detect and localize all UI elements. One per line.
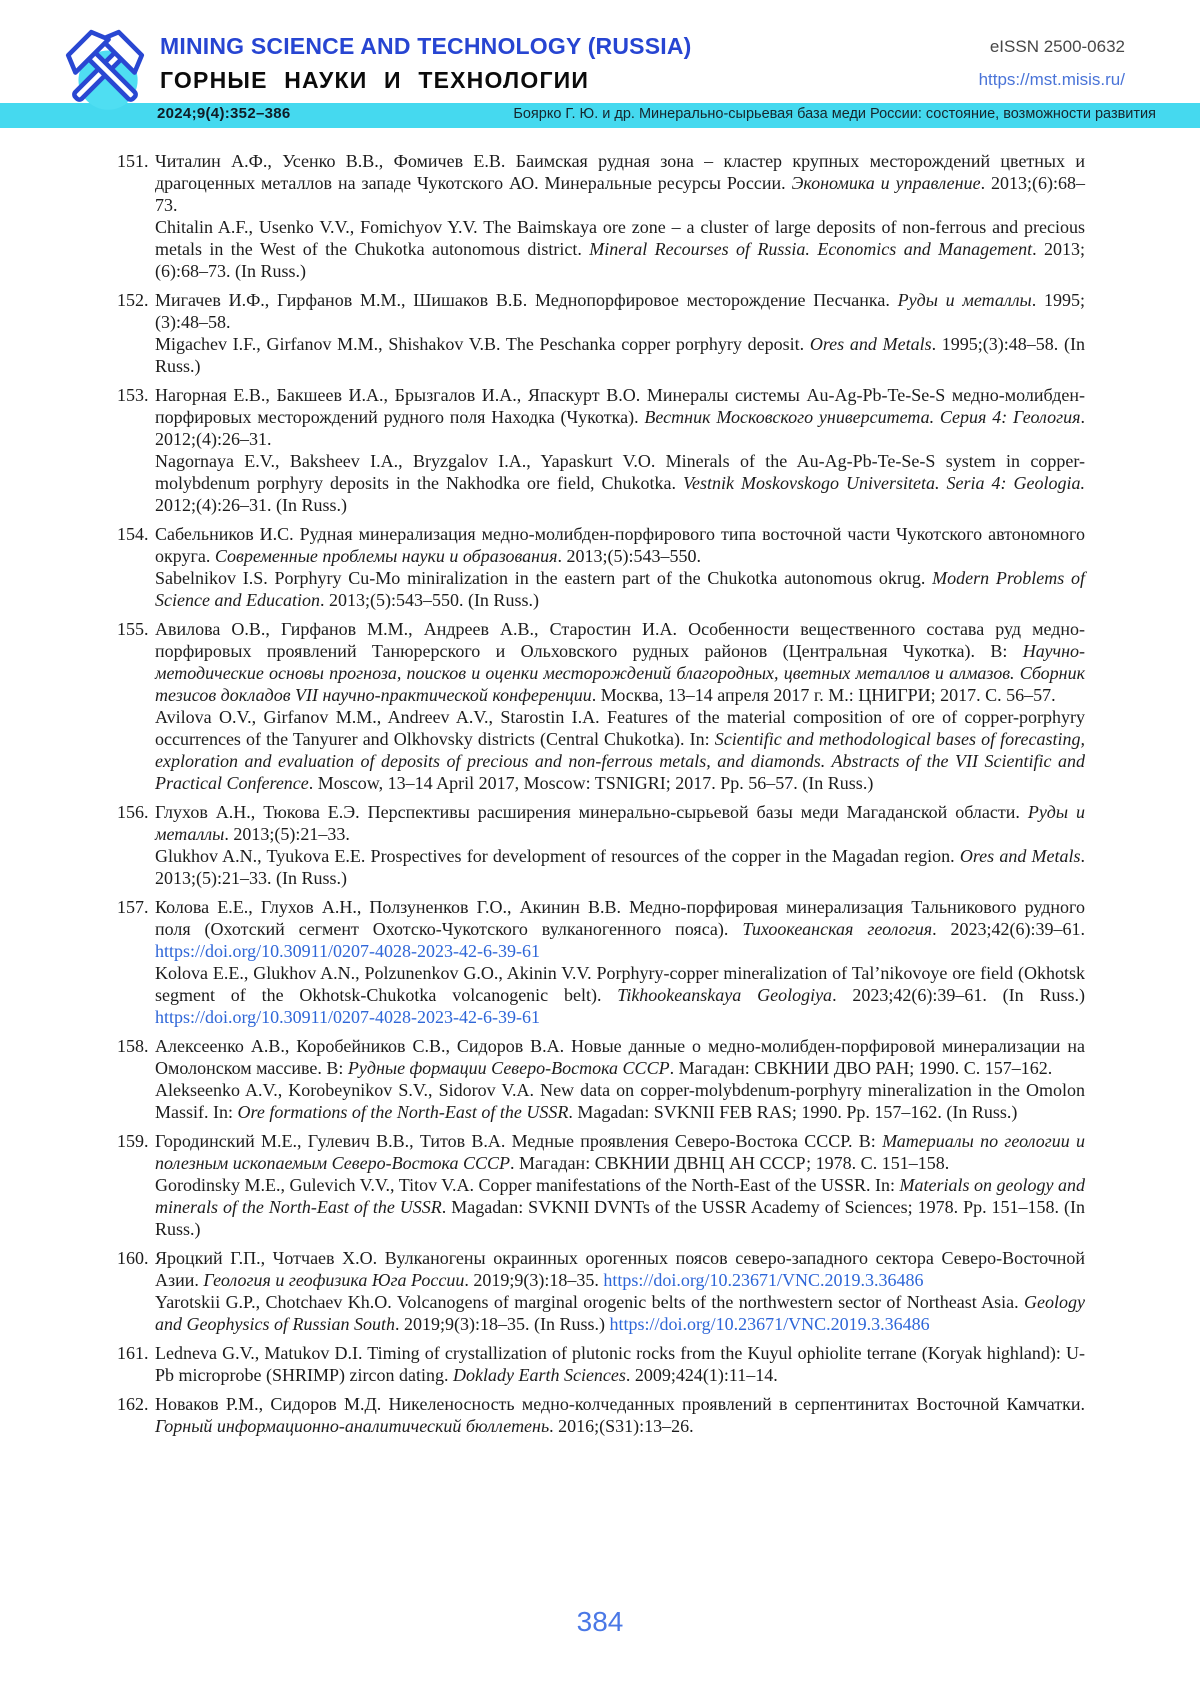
reference-text: Авилова О.В., Гирфанов М.М., Андреев А.В., Старостин И.А. Особенности вещественного состава руд медно-порфировых проявлений Танюрерского и Ольховского рудных районов (Центральная Чукотка). В: — [155, 619, 1085, 661]
reference-text: Алексеенко А.В., Коробейников С.В., Сидоров В.А. Новые данные о медно-молибден-порфировой минерализации на Омолонском массиве. В: — [155, 1036, 1085, 1078]
crossed-hammers-icon — [54, 22, 156, 124]
reference-text: . 1995;(3):48–58. (In Russ.) — [155, 334, 1085, 376]
reference-text: Migachev I.F., Girfanov M.M., Shishakov V.B. The Peschanka copper porphyry deposit. — [155, 334, 810, 354]
citation-label: 2024;9(4):352–386 — [157, 105, 291, 122]
reference-number: 153. — [117, 385, 149, 405]
journal-name-italic: Doklady Earth Sciences — [452, 1365, 626, 1385]
reference-paragraph — [155, 1130, 1085, 1174]
journal-name-italic: Ore formations of the North-East of the USSR — [237, 1102, 569, 1122]
reference-number: 151. — [117, 151, 149, 171]
reference-text: Колова Е.Е., Глухов А.Н., Ползуненков Г.О., Акинин В.В. Медно-порфировая минерализация Тальникового рудного поля (Охотский сегмент Охотско-Чукотского вулканогенного пояса). — [155, 897, 1085, 939]
reference-paragraph — [155, 1035, 1085, 1079]
reference-number: 159. — [117, 1131, 149, 1151]
running-head: Боярко Г. Ю. и др. Минерально-сырьевая база меди России: состояние, возможности развития — [513, 106, 1156, 122]
reference-list — [117, 150, 1085, 1444]
reference-item — [117, 896, 1085, 1028]
reference-text: . Москва, 13–14 апреля 2017 г. М.: ЦНИГРИ; 2017. С. 56–57. — [591, 685, 1056, 705]
reference-paragraph — [155, 618, 1085, 706]
reference-paragraph — [155, 1393, 1085, 1437]
journal-name-italic: Рудные формации Северо-Востока СССР — [347, 1058, 670, 1078]
reference-text: Городинский М.Е., Гулевич В.В., Титов В.А. Медные проявления Северо-Востока СССР. В: — [155, 1131, 883, 1151]
reference-text: . 2013;(5):543–550. — [557, 546, 701, 566]
journal-name-italic: Modern Problems of Science and Education — [155, 568, 1085, 610]
header-right — [979, 37, 1125, 90]
doi-link[interactable]: https://doi.org/10.23671/VNC.2019.3.36486 — [603, 1270, 924, 1290]
eissn-label: eISSN 2500-0632 — [989, 37, 1125, 56]
reference-paragraph — [155, 450, 1085, 516]
journal-name-italic: Геология и геофизика Юга России — [203, 1270, 465, 1290]
reference-text: . 2013;(5):21–33. — [224, 824, 350, 844]
reference-body — [155, 289, 1085, 377]
doi-link[interactable]: https://doi.org/10.30911/0207-4028-2023-42-6-39-61 — [155, 1007, 540, 1027]
reference-item — [117, 1393, 1085, 1437]
reference-text: 2012;(4):26–31. (In Russ.) — [155, 495, 347, 515]
reference-text: Alekseenko A.V., Korobeynikov S.V., Sidorov V.A. New data on copper-molybdenum-porphyry mineralization in the Omolon Massif. In: — [155, 1080, 1085, 1122]
reference-paragraph — [155, 896, 1085, 962]
journal-name-italic: Geology and Geophysics of Russian South — [155, 1292, 1085, 1334]
journal-name-italic: Научно-методические основы прогноза, поисков и оценки месторождений благородных, цветных металлов и алмазов. Сборник тезисов докладов VII научно-практической конференции — [155, 641, 1085, 705]
reference-body — [155, 618, 1085, 794]
journal-name-italic: Vestnik Moskovskogo Universiteta. Seria 4: Geologia. — [683, 473, 1085, 493]
reference-item — [117, 801, 1085, 889]
page-number: 384 — [576, 1606, 624, 1637]
reference-paragraph — [155, 962, 1085, 1028]
reference-number: 156. — [117, 802, 149, 822]
journal-name-italic: Горный информационно-аналитический бюллетень — [155, 1416, 550, 1436]
journal-logo — [54, 22, 156, 124]
journal-header — [0, 0, 1200, 103]
reference-text: Glukhov A.N., Tyukova E.E. Prospectives for development of resources of the copper in the Magadan region. — [155, 846, 960, 866]
journal-name-italic: Ores and Metals — [959, 846, 1081, 866]
reference-text: . Magadan: SVKNII FEB RAS; 1990. Pp. 157–162. (In Russ.) — [568, 1102, 1018, 1122]
reference-text: Глухов А.Н., Тюкова Е.Э. Перспективы расширения минерально-сырьевой базы меди Магаданской области. — [155, 802, 1028, 822]
reference-body — [155, 523, 1085, 611]
journal-name-italic: Mineral Recourses of Russia. Economics and Management — [589, 239, 1033, 259]
journal-name-italic: Экономика и управление — [791, 173, 981, 193]
reference-body — [155, 150, 1085, 282]
reference-text: Sabelnikov I.S. Porphyry Cu-Mo miniralization in the eastern part of the Chukotka autonomous okrug. — [155, 568, 933, 588]
reference-body — [155, 1035, 1085, 1123]
journal-name-italic: Современные проблемы науки и образования — [214, 546, 558, 566]
reference-paragraph — [155, 801, 1085, 845]
journal-title-en: MINING SCIENCE AND TECHNOLOGY (RUSSIA) — [160, 33, 692, 59]
reference-item — [117, 618, 1085, 794]
reference-text: Нагорная Е.В., Бакшеев И.А., Брызгалов И.А., Япаскурт В.О. Минералы системы Au-Ag-Pb-Te-Se-S медно-молибден-порфировых месторождений рудного поля Находка (Чукотка). — [155, 385, 1085, 427]
reference-item — [117, 523, 1085, 611]
reference-paragraph — [155, 706, 1085, 794]
reference-item — [117, 1130, 1085, 1240]
reference-body — [155, 384, 1085, 516]
reference-text: . Moscow, 13–14 April 2017, Moscow: TSNIGRI; 2017. Pp. 56–57. (In Russ.) — [308, 773, 874, 793]
reference-text: . 2013;(5):21–33. (In Russ.) — [155, 846, 1085, 888]
journal-name-italic: Materials on geology and minerals of the North-East of the USSR — [155, 1175, 1085, 1217]
reference-body — [155, 1130, 1085, 1240]
journal-name-italic: Тихоокеанская геология — [742, 919, 933, 939]
reference-text: . 2013;(6):68–73. (In Russ.) — [155, 239, 1085, 281]
reference-number: 152. — [117, 290, 149, 310]
journal-titles — [160, 33, 692, 94]
reference-number: 162. — [117, 1394, 149, 1414]
journal-name-italic: Руды и металлы — [897, 290, 1032, 310]
reference-body — [155, 1247, 1085, 1335]
reference-text: Kolova E.E., Glukhov A.N., Polzunenkov G.O., Akinin V.V. Porphyry-copper mineralization of Tal’nikovoye ore field (Okhotsk segment of the Okhotsk-Chukotka volcanogenic belt). — [155, 963, 1085, 1005]
journal-name-italic: Вестник Московского университета. Серия 4: Геология — [644, 407, 1081, 427]
reference-text: Nagornaya E.V., Baksheev I.A., Bryzgalov I.A., Yapaskurt V.O. Minerals of the Au-Ag-Pb-Te-Se-S system in copper-molybdenum porphyry deposits in the Nakhodka ore field, Chukotka. — [155, 451, 1085, 493]
reference-item — [117, 1035, 1085, 1123]
reference-text: Ledneva G.V., Matukov D.I. Timing of crystallization of plutonic rocks from the Kuyul ophiolite terrane (Koryak highland): U-Pb microprobe (SHRIMP) zircon dating. — [155, 1343, 1085, 1385]
reference-text: . Магадан: СВКНИИ ДВНЦ АН СССР; 1978. С. 151–158. — [510, 1153, 950, 1173]
reference-number: 155. — [117, 619, 149, 639]
reference-item — [117, 384, 1085, 516]
reference-paragraph — [155, 845, 1085, 889]
reference-body — [155, 1393, 1085, 1437]
reference-text: Gorodinsky M.E., Gulevich V.V., Titov V.A. Copper manifestations of the North-East of the USSR. In: — [155, 1175, 900, 1195]
citation-bar — [0, 103, 1200, 128]
reference-text: . 2019;9(3):18–35. (In Russ.) — [395, 1314, 610, 1334]
reference-text: . 2023;42(6):39–61. — [932, 919, 1085, 939]
reference-text: . 1995;(3):48–58. — [155, 290, 1086, 332]
reference-item — [117, 289, 1085, 377]
reference-item — [117, 1342, 1085, 1386]
journal-name-italic: Scientific and methodological bases of forecasting, exploration and evaluation of deposits of precious and non-ferrous metals, and diamonds. Abstracts of the VII Scientific and Practical Conference — [155, 729, 1085, 793]
reference-paragraph — [155, 1079, 1085, 1123]
reference-body — [155, 896, 1085, 1028]
doi-link[interactable]: https://doi.org/10.23671/VNC.2019.3.36486 — [609, 1314, 930, 1334]
reference-paragraph — [155, 1342, 1085, 1386]
reference-paragraph — [155, 150, 1085, 216]
reference-paragraph — [155, 289, 1085, 333]
reference-text: . Магадан: СВКНИИ ДВО РАН; 1990. С. 157–162. — [669, 1058, 1053, 1078]
reference-number: 160. — [117, 1248, 149, 1268]
journal-title-ru: ГОРНЫЕ НАУКИ И ТЕХНОЛОГИИ — [160, 67, 590, 93]
reference-text: Яроцкий Г.П., Чотчаев Х.О. Вулканогены окраинных орогенных поясов северо-западного сектора Северо-Восточной Азии. — [155, 1248, 1085, 1290]
reference-text: . 2016;(S31):13–26. — [549, 1416, 694, 1436]
doi-link[interactable]: https://doi.org/10.30911/0207-4028-2023-42-6-39-61 — [155, 941, 540, 961]
reference-text: . 2013;(6):68–73. — [155, 173, 1085, 215]
reference-number: 157. — [117, 897, 149, 917]
reference-paragraph — [155, 567, 1085, 611]
reference-paragraph — [155, 1174, 1085, 1240]
reference-text: Avilova O.V., Girfanov M.M., Andreev A.V., Starostin I.A. Features of the material composition of ore of copper-porphyry occurrences of the Tanyurer and Olkhovsky districts (Central Chukotka). In: — [155, 707, 1085, 749]
reference-text: . 2012;(4):26–31. — [155, 407, 1085, 449]
reference-paragraph — [155, 216, 1085, 282]
reference-text: Yarotskii G.P., Chotchaev Kh.O. Volcanogens of marginal orogenic belts of the northwestern sector of Northeast Asia. — [155, 1292, 1025, 1312]
reference-body — [155, 1342, 1085, 1386]
reference-item — [117, 150, 1085, 282]
reference-body — [155, 801, 1085, 889]
reference-text: Сабельников И.С. Рудная минерализация медно-молибден-порфирового типа восточной части Чукотского автономного округа. — [155, 524, 1085, 566]
reference-paragraph — [155, 1247, 1085, 1291]
reference-number: 154. — [117, 524, 149, 544]
reference-paragraph — [155, 523, 1085, 567]
journal-name-italic: Материалы по геологии и полезным ископаемым Северо-Востока СССР — [155, 1131, 1085, 1173]
reference-text: . 2009;424(1):11–14. — [625, 1365, 778, 1385]
reference-number: 161. — [117, 1343, 149, 1363]
journal-website-link[interactable]: https://mst.misis.ru/ — [978, 70, 1125, 89]
reference-item — [117, 1247, 1085, 1335]
reference-paragraph — [155, 384, 1085, 450]
reference-text: Читалин А.Ф., Усенко В.В., Фомичев Е.В. Баимская рудная зона – кластер крупных месторождений цветных и драгоценных металлов на западе Чукотского АО. Минеральные ресурсы России. — [155, 151, 1085, 193]
reference-text: . 2023;42(6):39–61. (In Russ.) — [832, 985, 1085, 1005]
reference-number: 158. — [117, 1036, 149, 1056]
reference-text: Мигачев И.Ф., Гирфанов М.М., Шишаков В.Б. Меднопорфировое месторождение Песчанка. — [155, 290, 898, 310]
reference-text: . 2013;(5):543–550. (In Russ.) — [319, 590, 539, 610]
journal-name-italic: Ores and Metals — [809, 334, 932, 354]
reference-text: Новаков Р.М., Сидоров М.Д. Никеленосность медно-колчеданных проявлений в серпентинитах Восточной Камчатки. — [155, 1394, 1085, 1414]
reference-text: Chitalin A.F., Usenko V.V., Fomichyov Y.V. The Baimskaya ore zone – a cluster of large deposits of non-ferrous and precious metals in the West of the Chukotka autonomous district. — [155, 217, 1085, 259]
reference-text: . Magadan: SVKNII DVNTs of the USSR Academy of Sciences; 1978. Pp. 151–158. (In Russ.) — [155, 1197, 1085, 1239]
reference-paragraph — [155, 1291, 1085, 1335]
reference-paragraph — [155, 333, 1085, 377]
journal-name-italic: Tikhookeanskaya Geologiya — [617, 985, 833, 1005]
journal-name-italic: Руды и металлы — [155, 802, 1085, 844]
reference-text: . 2019;9(3):18–35. — [464, 1270, 604, 1290]
